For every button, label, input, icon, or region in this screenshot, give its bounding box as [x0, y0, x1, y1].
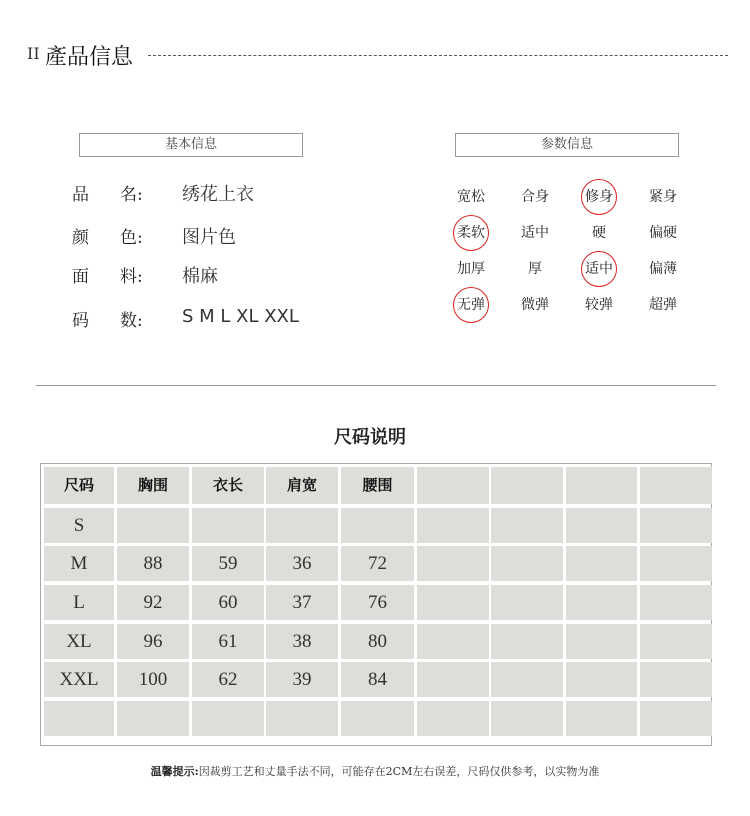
table-header-cell: [640, 467, 712, 504]
table-header-cell: 衣长: [192, 467, 264, 504]
table-cell: 84: [341, 662, 414, 697]
table-cell: [491, 701, 563, 736]
info-key: 颜: [72, 228, 89, 248]
table-cell: 39: [266, 662, 338, 697]
table-cell: 38: [266, 624, 338, 659]
table-cell: [192, 701, 264, 736]
params-heading: 参数信息: [455, 133, 679, 157]
param-option: 适中: [581, 251, 617, 287]
table-cell: [491, 662, 563, 697]
table-cell: [566, 701, 637, 736]
section-title: 產品信息: [45, 45, 134, 70]
table-header-cell: 腰围: [341, 467, 414, 504]
table-cell: [491, 585, 563, 620]
param-option: 柔软: [453, 215, 489, 251]
size-table: [40, 463, 712, 746]
table-cell: [417, 624, 489, 659]
table-cell: 80: [341, 624, 414, 659]
param-option: 超弹: [649, 297, 677, 313]
info-key: 色:: [120, 228, 143, 248]
table-header-cell: 肩宽: [266, 467, 338, 504]
param-option: 硬: [592, 225, 606, 241]
param-option: 合身: [521, 189, 549, 205]
info-key: 面: [72, 267, 89, 287]
table-cell: 96: [117, 624, 189, 659]
dashed-divider: [148, 55, 728, 56]
table-cell: [192, 508, 264, 543]
table-cell: [640, 624, 712, 659]
table-cell: [266, 508, 338, 543]
table-cell: [640, 585, 712, 620]
note-label: 温馨提示:: [150, 765, 199, 778]
info-key: 数:: [120, 311, 143, 331]
table-cell: XXL: [44, 662, 114, 697]
note-text: 因裁剪工艺和丈量手法不同，可能存在2CM左右误差，尺码仅供参考，以实物为准: [198, 765, 600, 778]
param-option: 厚: [528, 261, 542, 277]
table-cell: M: [44, 546, 114, 581]
info-key: 名:: [120, 185, 143, 205]
param-option: 修身: [581, 179, 617, 215]
table-cell: [117, 701, 189, 736]
table-header-cell: [491, 467, 563, 504]
table-cell: 92: [117, 585, 189, 620]
table-cell: 37: [266, 585, 338, 620]
param-option: 偏薄: [649, 261, 677, 277]
table-header-cell: [566, 467, 637, 504]
table-cell: [566, 662, 637, 697]
info-key: 码: [72, 311, 89, 331]
size-chart-title: 尺码说明: [334, 427, 406, 448]
table-cell: 76: [341, 585, 414, 620]
table-cell: [266, 701, 338, 736]
param-option: 偏硬: [649, 225, 677, 241]
param-option: 加厚: [457, 261, 485, 277]
table-cell: 36: [266, 546, 338, 581]
table-cell: [640, 662, 712, 697]
table-cell: [44, 701, 114, 736]
basic-info-heading: 基本信息: [79, 133, 303, 157]
table-cell: [640, 546, 712, 581]
table-cell: [417, 585, 489, 620]
table-cell: [117, 508, 189, 543]
table-cell: L: [44, 585, 114, 620]
table-cell: 60: [192, 585, 264, 620]
size-note: [0, 763, 750, 779]
table-header-cell: 尺码: [44, 467, 114, 504]
table-header-cell: [417, 467, 489, 504]
table-cell: [417, 662, 489, 697]
info-value: 棉麻: [182, 266, 218, 287]
param-option: 较弹: [585, 297, 613, 313]
table-cell: [566, 624, 637, 659]
info-key: 料:: [120, 267, 143, 287]
table-cell: 72: [341, 546, 414, 581]
table-cell: [640, 508, 712, 543]
table-cell: [566, 585, 637, 620]
table-cell: [491, 624, 563, 659]
table-cell: 59: [192, 546, 264, 581]
info-value: 绣花上衣: [182, 184, 254, 205]
table-cell: XL: [44, 624, 114, 659]
table-header-cell: 胸围: [117, 467, 189, 504]
table-cell: 88: [117, 546, 189, 581]
info-value: 图片色: [182, 227, 236, 248]
table-cell: [566, 508, 637, 543]
info-key: 品: [72, 185, 89, 205]
table-cell: [491, 546, 563, 581]
table-cell: S: [44, 508, 114, 543]
table-cell: [341, 701, 414, 736]
table-cell: 61: [192, 624, 264, 659]
table-cell: [417, 701, 489, 736]
param-option: 紧身: [649, 189, 677, 205]
table-cell: [640, 701, 712, 736]
info-value: S M L XL XXL: [182, 306, 299, 327]
table-cell: [566, 546, 637, 581]
table-cell: 100: [117, 662, 189, 697]
table-cell: [491, 508, 563, 543]
param-option: 微弹: [521, 297, 549, 313]
table-cell: [417, 508, 489, 543]
table-cell: 62: [192, 662, 264, 697]
section-divider: [36, 385, 716, 386]
param-option: 无弹: [453, 287, 489, 323]
param-option: 适中: [521, 225, 549, 241]
table-cell: [417, 546, 489, 581]
table-cell: [341, 508, 414, 543]
param-option: 宽松: [457, 189, 485, 205]
header-mark: II: [27, 44, 40, 63]
